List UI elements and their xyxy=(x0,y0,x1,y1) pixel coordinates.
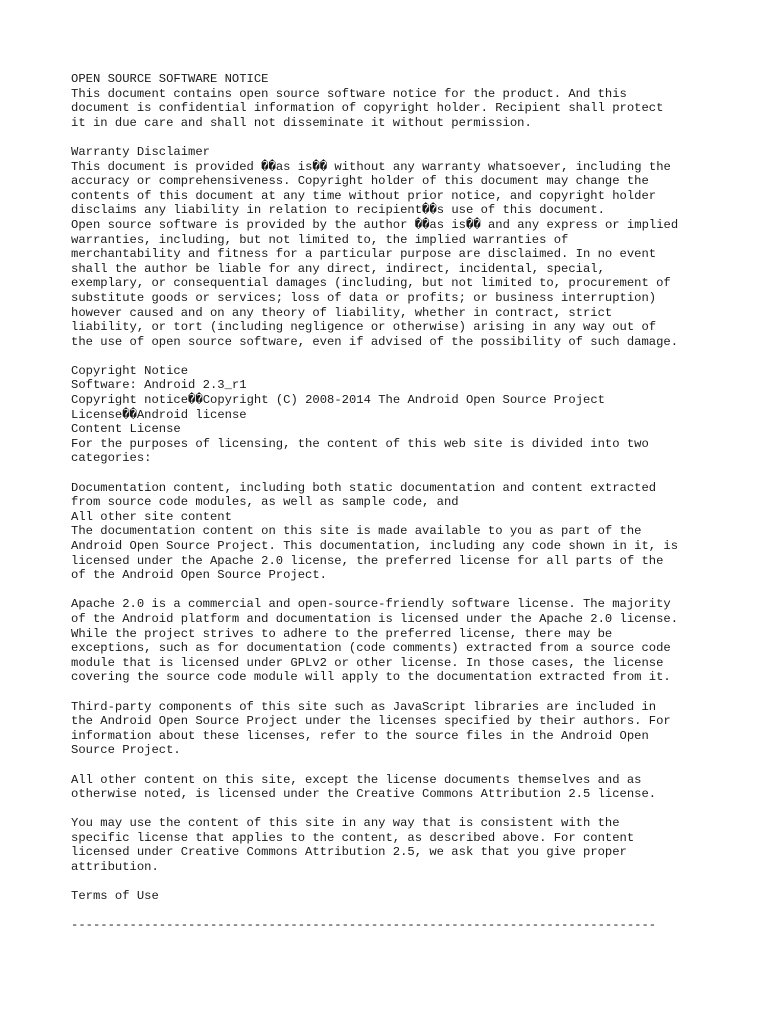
warranty-line: shall the author be liable for any direct, indirect, incidental, special, xyxy=(71,261,605,276)
warranty-line: substitute goods or services; loss of data or profits; or business interruption) xyxy=(71,290,657,305)
warranty-line: liability, or tort (including negligence or otherwise) arising in any way out of xyxy=(71,320,657,335)
warranty-line: merchantability and fitness for a particular purpose are disclaimed. In no event xyxy=(71,247,657,262)
section-heading-copyright: Copyright Notice xyxy=(71,363,189,378)
content-license-line: of the Android Open Source Project. xyxy=(71,568,327,583)
usage-paragraph-line: attribution. xyxy=(71,860,159,875)
blank-line xyxy=(71,904,731,919)
content-license-line: The documentation content on this site is made available to you as part of the xyxy=(71,524,642,539)
content-license-line: Documentation content, including both static documentation and content extracted xyxy=(71,480,657,495)
blank-line xyxy=(71,349,731,364)
other-content-paragraph-line: otherwise noted, is licensed under the Creative Commons Attribution 2.5 license. xyxy=(71,787,657,802)
warranty-line: disclaims any liability in relation to recipient��s use of this document. xyxy=(71,203,605,218)
document-page xyxy=(71,72,731,933)
apache-paragraph-line: While the project strives to adhere to the preferred license, there may be xyxy=(71,626,613,641)
section-heading-warranty: Warranty Disclaimer xyxy=(71,144,210,159)
notice-intro-line: it in due care and shall not disseminate it without permission. xyxy=(71,115,532,130)
dashed-divider: -------------------------------------------------------------------------------- xyxy=(71,918,657,933)
content-license-line: from source code modules, as well as sample code, and xyxy=(71,495,459,510)
blank-line xyxy=(71,130,731,145)
usage-paragraph-line: licensed under Creative Commons Attribution 2.5, we ask that you give proper xyxy=(71,845,627,860)
apache-paragraph-line: exceptions, such as for documentation (code comments) extracted from a source code xyxy=(71,641,671,656)
blank-line xyxy=(71,802,731,817)
warranty-line: Open source software is provided by the author ��as is�� and any express or implied xyxy=(71,217,679,232)
content-license-line: Android Open Source Project. This documentation, including any code shown in it, is xyxy=(71,539,679,553)
warranty-line: warranties, including, but not limited to, the implied warranties of xyxy=(71,232,569,247)
third-party-paragraph-line: Source Project. xyxy=(71,743,181,758)
warranty-line: This document is provided ��as is�� without any warranty whatsoever, including the xyxy=(71,159,671,174)
warranty-line: accuracy or comprehensiveness. Copyright holder of this document may change the xyxy=(71,174,649,189)
content-license-line: licensed under the Apache 2.0 license, the preferred license for all parts of the xyxy=(71,553,664,568)
warranty-line: exemplary, or consequential damages (including, but not limited to, procurement of xyxy=(71,276,671,291)
third-party-paragraph-line: the Android Open Source Project under the licenses specified by their authors. For xyxy=(71,714,671,729)
notice-intro-line: This document contains open source software notice for the product. And this xyxy=(71,86,627,101)
blank-line xyxy=(71,875,731,890)
copyright-line: Copyright notice��Copyright (C) 2008-2014 The Android Open Source Project xyxy=(71,393,605,408)
content-license-line: categories: xyxy=(71,451,152,466)
warranty-line: the use of open source software, even if advised of the possibility of such damage. xyxy=(71,334,679,349)
apache-paragraph-line: module that is licensed under GPLv2 or other license. In those cases, the license xyxy=(71,655,664,670)
apache-paragraph-line: Apache 2.0 is a commercial and open-source-friendly software license. The majority xyxy=(71,597,671,612)
section-heading-content-license: Content License xyxy=(71,422,181,437)
section-heading-terms-of-use: Terms of Use xyxy=(71,889,159,904)
usage-paragraph-line: You may use the content of this site in any way that is consistent with the xyxy=(71,816,620,831)
content-license-line: All other site content xyxy=(71,509,232,524)
blank-line xyxy=(71,685,731,700)
warranty-line: however caused and on any theory of liability, whether in contract, strict xyxy=(71,305,613,320)
content-license-line: For the purposes of licensing, the content of this web site is divided into two xyxy=(71,436,649,451)
other-content-paragraph-line: All other content on this site, except the license documents themselves and as xyxy=(71,772,642,787)
apache-paragraph-line: covering the source code module will apply to the documentation extracted from it. xyxy=(71,670,671,685)
warranty-line: contents of this document at any time without prior notice, and copyright holder xyxy=(71,188,657,203)
blank-line xyxy=(71,583,731,598)
license-line: License��Android license xyxy=(71,407,247,422)
software-name-line: Software: Android 2.3_r1 xyxy=(71,378,247,393)
blank-line xyxy=(71,466,731,481)
doc-title: OPEN SOURCE SOFTWARE NOTICE xyxy=(71,72,269,86)
third-party-paragraph-line: Third-party components of this site such as JavaScript libraries are included in xyxy=(71,699,657,714)
usage-paragraph-line: specific license that applies to the content, as described above. For content xyxy=(71,830,635,845)
apache-paragraph-line: of the Android platform and documentation is licensed under the Apache 2.0 license. xyxy=(71,611,679,626)
blank-line xyxy=(71,758,731,773)
notice-intro-line: document is confidential information of copyright holder. Recipient shall protect xyxy=(71,101,664,116)
third-party-paragraph-line: information about these licenses, refer to the source files in the Android Open xyxy=(71,728,649,743)
